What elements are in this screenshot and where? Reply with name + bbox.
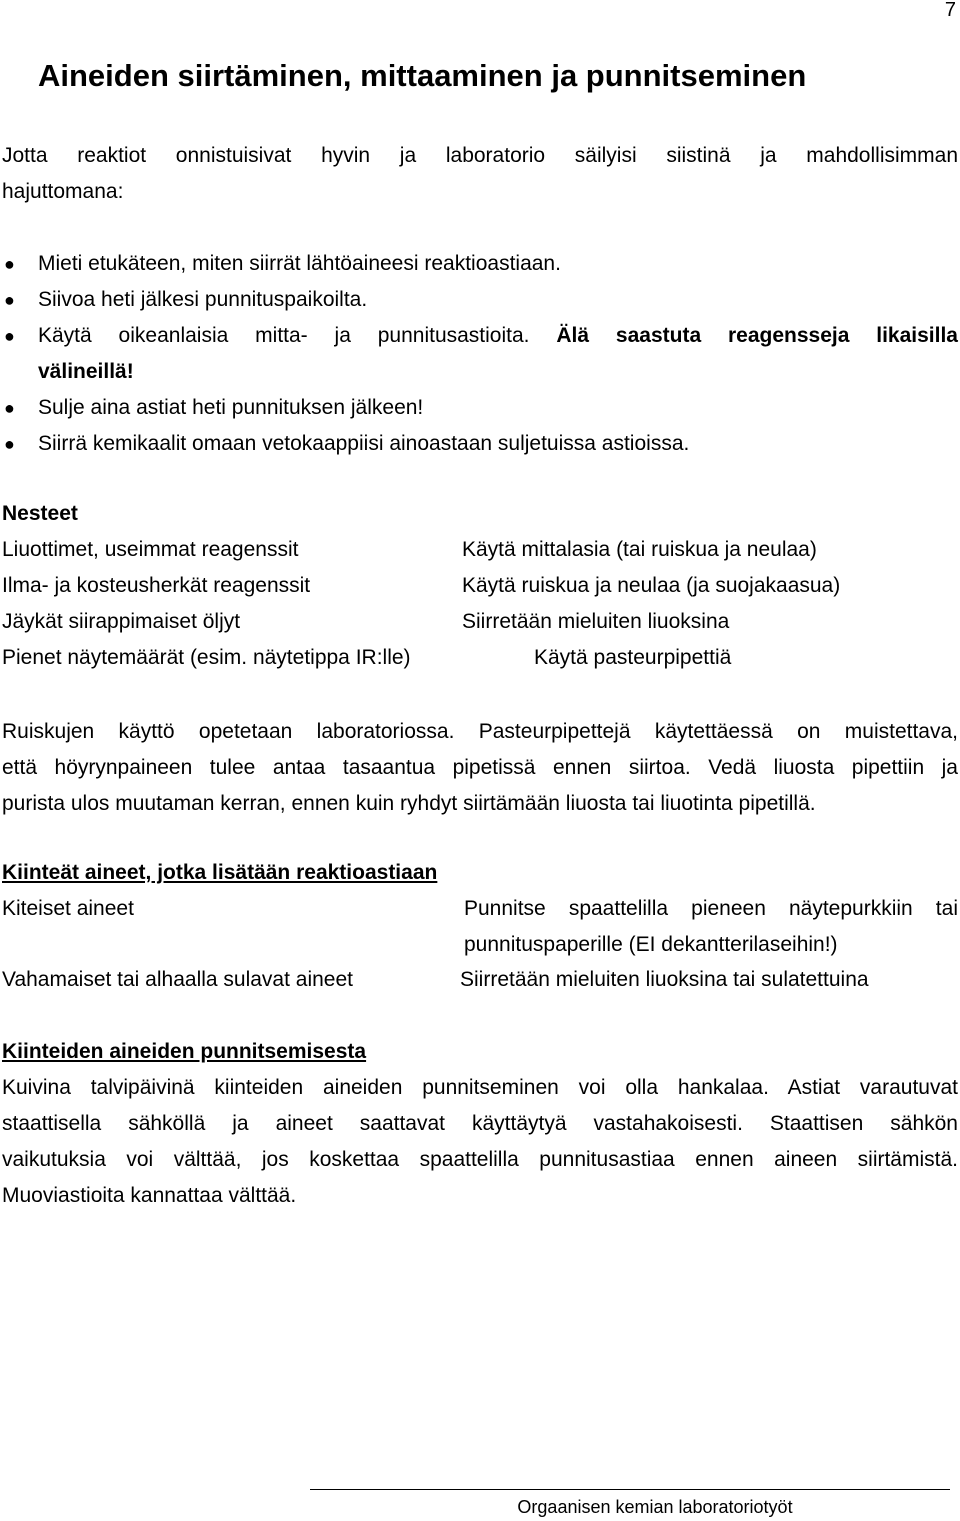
liquid-method: Käytä ruiskua ja neulaa (ja suojakaasua) — [462, 574, 841, 597]
intro-line-2: hajuttomana: — [2, 180, 124, 203]
bullet-icon: ● — [4, 254, 15, 274]
list-item-warning: Älä saastuta reagensseja likaisilla — [556, 324, 958, 347]
weighing-line-3: vaikutuksia voi välttää, jos koskettaa spaattelilla punnitusastiaa ennen aineen siirtämistä. — [2, 1148, 958, 1171]
weighing-line-4: Muoviastioita kannattaa välttää. — [2, 1184, 297, 1207]
list-item-text-line — [38, 318, 958, 354]
intro-line-1: Jotta reaktiot onnistuisivat hyvin ja laboratorio säilyisi siistinä ja mahdollisimman — [2, 144, 958, 167]
bullet-icon: ● — [4, 326, 15, 346]
liquids-note-line-1: Ruiskujen käyttö opetetaan laboratoriossa. Pasteurpipettejä käytettäessä on muistettava, — [2, 720, 958, 743]
guideline-list — [0, 246, 958, 462]
solid-method — [464, 891, 958, 963]
table-row — [2, 568, 958, 604]
liquid-method: Käytä pasteurpipettiä — [534, 646, 732, 669]
list-item-text: Sulje aina astiat heti punnituksen jälkeen! — [38, 396, 424, 419]
page-title: Aineiden siirtäminen, mittaaminen ja punnitseminen — [38, 58, 807, 93]
solid-method: Siirretään mieluiten liuoksina tai sulatettuina — [460, 968, 869, 991]
list-item — [0, 282, 958, 318]
section-heading-solids: Kiinteät aineet, jotka lisätään reaktioastiaan — [2, 861, 438, 884]
liquid-type: Ilma- ja kosteusherkät reagenssit — [2, 574, 311, 597]
bullet-icon: ● — [4, 290, 15, 310]
footer-divider — [310, 1489, 950, 1490]
list-item-text: Mieti etukäteen, miten siirrät lähtöaineesi reaktioastiaan. — [38, 252, 561, 275]
table-row — [2, 640, 958, 676]
solid-method-line-1: Punnitse spaattelilla pieneen näytepurkkiin tai — [464, 897, 958, 920]
bullet-icon: ● — [4, 434, 15, 454]
weighing-line-2: staattisella sähköllä ja aineet saattavat käyttäytyä vastahakoisesti. Staattisen sähkön — [2, 1112, 958, 1135]
list-item-warning-cont: välineillä! — [38, 360, 134, 383]
liquid-type: Liuottimet, useimmat reagenssit — [2, 538, 299, 561]
liquid-type: Pienet näytemäärät (esim. näytetippa IR:lle) — [2, 646, 411, 669]
section-heading-liquids: Nesteet — [2, 502, 78, 525]
liquid-method: Siirretään mieluiten liuoksina — [462, 610, 730, 633]
solid-type: Kiteiset aineet — [2, 897, 134, 920]
section-heading-weighing: Kiinteiden aineiden punnitsemisesta — [2, 1040, 367, 1063]
list-item — [0, 426, 958, 462]
weighing-line-1: Kuivina talvipäivinä kiinteiden aineiden punnitseminen voi olla hankalaa. Astiat varautuvat — [2, 1076, 958, 1099]
liquid-type: Jäykät siirappimaiset öljyt — [2, 610, 241, 633]
liquids-note-line-2: että höyrynpaineen tulee antaa tasaantua pipetissä ennen siirtoa. Vedä liuosta pipettiin ja — [2, 756, 958, 779]
list-item — [0, 318, 958, 390]
list-item-text: Siivoa heti jälkesi punnituspaikoilta. — [38, 288, 368, 311]
liquid-method: Käytä mittalasia (tai ruiskua ja neulaa) — [462, 538, 817, 561]
page-number: 7 — [944, 0, 956, 21]
table-row — [2, 962, 958, 998]
page-footer: Orgaanisen kemian laboratoriotyöt — [517, 1497, 793, 1517]
list-item — [0, 390, 958, 426]
bullet-icon: ● — [4, 398, 15, 418]
list-item-text: Käytä oikeanlaisia mitta- ja punnitusastioita. — [38, 324, 530, 347]
list-item — [0, 246, 958, 282]
liquids-note-line-3: purista ulos muutaman kerran, ennen kuin ryhdyt siirtämään liuosta tai liuotinta pipetillä. — [2, 792, 816, 815]
solid-method-line-2: punnituspaperille (EI dekantterilaseihin!) — [464, 933, 838, 956]
list-item-text: Siirrä kemikaalit omaan vetokaappiisi ainoastaan suljetuissa astioissa. — [38, 432, 690, 455]
table-row — [2, 532, 958, 568]
table-row — [2, 604, 958, 640]
solid-type: Vahamaiset tai alhaalla sulavat aineet — [2, 968, 354, 991]
